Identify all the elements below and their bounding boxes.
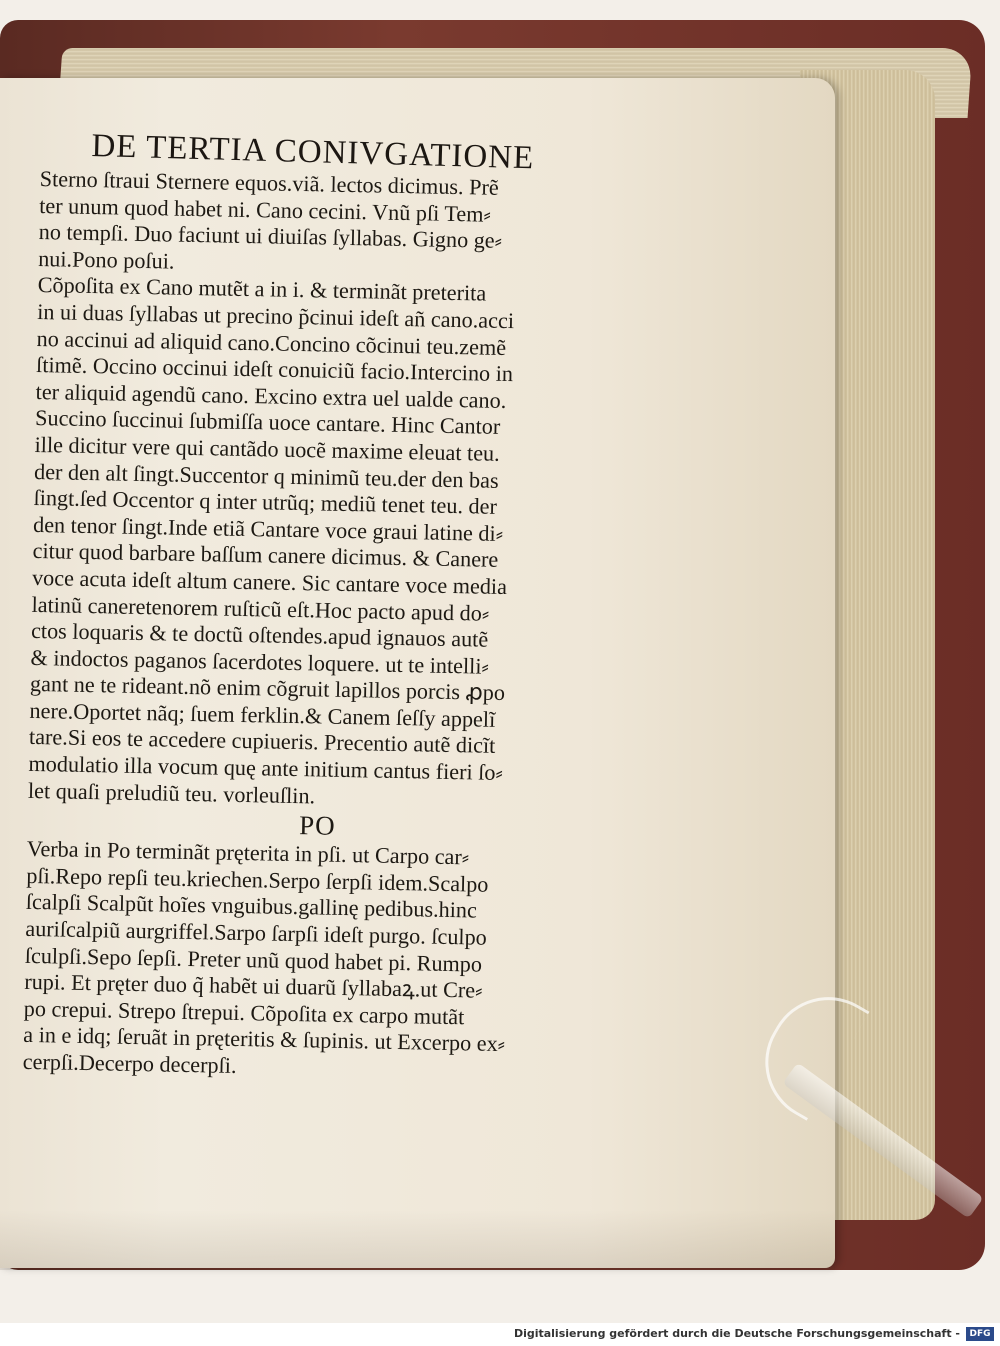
section-title: PO [298, 810, 336, 842]
text-line: latinũ caneretenorem ruſticũ eſt.Hoc pacto apud do⸗ [31, 591, 490, 626]
text-line: der den alt ſingt.Succentor q minimũ teu.der den bas [33, 458, 499, 493]
text-line: nere.Oportet nãq; ſuem ferklin.& Canem ſeſſy appelĩ [29, 697, 496, 732]
text-line: ſculpſi.Sepo ſepſi. Preter unũ quod habet pi. Rumpo [24, 942, 483, 977]
text-line: ctos loquaris & te doctũ oſtendes.apud ignauos autẽ [30, 618, 489, 652]
text-line: in ui duas ſyllabas ut precino p̃cinui ideſt añ cano.acci [36, 298, 515, 334]
text-line: voce acuta ideſt altum canere. Sic cantare voce media [31, 564, 508, 599]
footer-bar [0, 1323, 1000, 1346]
text-line: ſcalpſi Scalpũt hoĩes vnguibus.gallinę pedibus.hinc [25, 889, 478, 923]
paragraph-group-1 [28, 166, 620, 815]
running-heading: DE TERTIA CONIVGATIONE [90, 128, 535, 177]
text-line: nui.Pono poſui. [37, 245, 175, 274]
text-line: gant ne te rideant.nõ enim cõgruit lapillos porcis ꝓpo [29, 671, 506, 706]
text-line: ter aliquid agendũ cano. Excino extra uel ualde cano. [35, 378, 507, 413]
text-line: ſtimẽ. Occino occinui ideſt conuiciũ facio.Intercino in [35, 352, 514, 387]
text-line: modulatio illa vocum quę ante initium cantus fieri ſo⸗ [28, 750, 504, 786]
text-line: no accinui ad aliquid cano.Concino cõcinui teu.zemẽ [36, 325, 507, 360]
text-line: & indoctos paganos ſacerdotes loquere. ut te intelli⸗ [30, 644, 490, 679]
text-line: no tempſi. Duo faciunt ui diuiſas ſyllabas. Gigno ge⸗ [38, 219, 503, 254]
paragraph-group-2 [23, 836, 607, 1086]
text-line: a in e idq; ſeruãt in pręteritis & ſupinis. ut Excerpo ex⸗ [23, 1022, 506, 1057]
text-line: Cõpoſita ex Cano mutẽt a in i. & terminãt preterita [37, 272, 487, 306]
text-block [23, 166, 620, 1087]
text-line: cerpſi.Decerpo decerpſi. [22, 1048, 237, 1078]
text-line: ille dicitur vere qui cantãdo uocẽ maxime eleuat teu. [34, 431, 500, 466]
text-line: auriſcalpiũ aurgriffel.Sarpo ſarpſi ideſt purgo. ſculpo [25, 915, 488, 950]
text-line: den tenor ſingt.Inde etiã Cantare voce graui latine di⸗ [32, 511, 504, 546]
text-line: ter unum quod habet ni. Cano cecini. Vnũ pſi Tem⸗ [39, 192, 492, 227]
text-line: pſi.Repo repſi teu.kriechen.Serpo ſerpſi idem.Scalpo [26, 862, 489, 897]
text-line: ſingt.ſed Occentor q inter utrũq; mediũ tenet teu. der [33, 485, 498, 519]
text-line: Succino ſuccinui ſubmiſſa uoce cantare. Hinc Cantor [34, 405, 501, 440]
page-shadow [0, 1210, 835, 1270]
dfg-logo: DFG [966, 1327, 994, 1341]
footer-credit: Digitalisierung gefördert durch die Deutsche Forschungsgemeinschaft - [513, 1327, 960, 1340]
text-line: let quaſi preludiũ teu. vorleuſlin. [27, 777, 316, 809]
text-line: rupi. Et pręter duo q̃ habẽt ui duarũ ſyllabaꝝ.ut Cre⸗ [24, 969, 483, 1003]
text-line: tare.Si eos te accedere cupiueris. Precentio autẽ dicĩt [28, 724, 496, 759]
text-line: po crepui. Strepo ſtrepui. Cõpoſita ex carpo mutãt [23, 995, 465, 1030]
text-line: Sterno ſtraui Sternere equos.viã. lectos dicimus. Prẽ [39, 166, 499, 200]
text-line: Verba in Po terminãt pręterita in pſi. ut Carpo car⸗ [26, 836, 470, 870]
text-line: citur quod barbare baſſum canere dicimus. & Canere [32, 538, 499, 573]
